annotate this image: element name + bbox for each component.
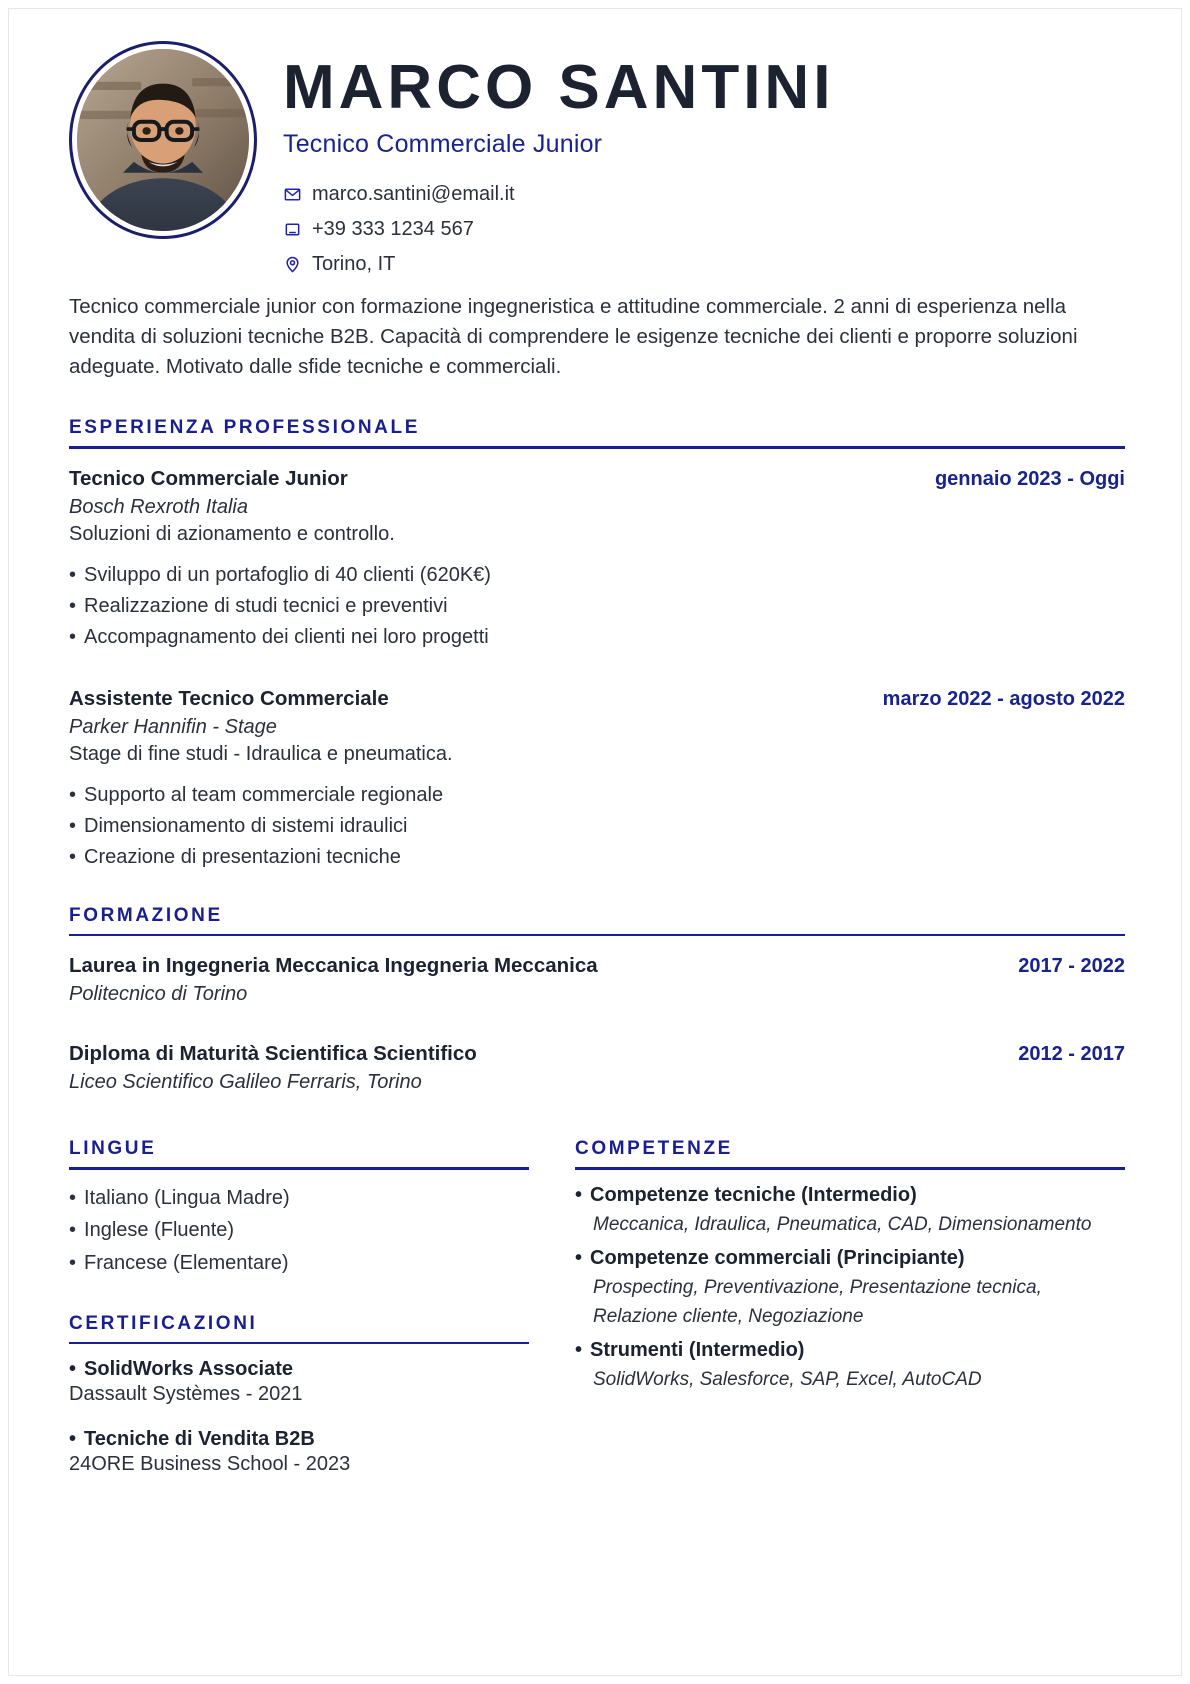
location-pin-icon xyxy=(283,255,302,274)
contact-location-value: Torino, IT xyxy=(312,253,396,276)
bullet-icon: • xyxy=(69,1186,77,1209)
section-divider xyxy=(69,446,1125,449)
bullet-text: Realizzazione di studi tecnici e preventivi xyxy=(84,594,448,617)
section-divider xyxy=(575,1167,1125,1170)
contact-phone-value: +39 333 1234 567 xyxy=(312,218,474,241)
section-title-certifications: CERTIFICAZIONI xyxy=(69,1312,258,1334)
contact-location[interactable] xyxy=(283,253,1125,275)
bullet-icon: • xyxy=(69,783,77,806)
experience-entry-head xyxy=(69,687,1125,711)
bullet-icon: • xyxy=(69,594,77,617)
section-title-education: FORMAZIONE xyxy=(69,904,223,926)
professional-summary: Tecnico commerciale junior con formazione ingegneristica e attitudine commerciale. 2 anni di esperienza nella vendita di soluzioni tecniche B2B. Capacità di comprendere le esigenze tecniche dei clienti e proporre soluzioni adeguate. Motivato dalle sfide tecniche e commerciali. xyxy=(69,295,1078,378)
job-title: Tecnico Commerciale Junior xyxy=(283,130,603,159)
contact-email[interactable] xyxy=(283,183,1125,205)
certification-name-row xyxy=(69,1358,529,1381)
contact-email-value: marco.santini@email.it xyxy=(312,183,515,206)
bullet-text: Dimensionamento di sistemi idraulici xyxy=(84,814,408,837)
skill-detail: Meccanica, Idraulica, Pneumatica, CAD, Dimensionamento xyxy=(593,1213,1092,1235)
skill-name: Competenze commerciali (Principiante) xyxy=(590,1247,965,1270)
education-entry xyxy=(69,954,1125,1006)
bullet-icon: • xyxy=(69,1219,77,1242)
skill-item xyxy=(575,1245,1125,1331)
language-name: Francese (Elementare) xyxy=(84,1251,289,1274)
experience-company: Parker Hannifin - Stage xyxy=(69,715,277,738)
section-title-languages: LINGUE xyxy=(69,1138,157,1160)
bullet-text: Accompagnamento dei clienti nei loro progetti xyxy=(84,625,489,648)
bullet-icon: • xyxy=(575,1339,583,1362)
language-name: Italiano (Lingua Madre) xyxy=(84,1186,290,1209)
list-item xyxy=(69,622,1125,653)
experience-bullets xyxy=(69,780,1125,873)
experience-entry xyxy=(69,687,1125,873)
skill-detail: Prospecting, Preventivazione, Presentazione tecnica, Relazione cliente, Negoziazione xyxy=(593,1277,1042,1327)
bullet-icon: • xyxy=(69,1358,77,1381)
certification-issuer: 24ORE Business School - 2023 xyxy=(69,1453,351,1476)
bullet-icon: • xyxy=(69,814,77,837)
list-item xyxy=(69,811,1125,842)
section-certifications xyxy=(69,1313,529,1477)
experience-role: Tecnico Commerciale Junior xyxy=(69,466,348,490)
section-title-skills: COMPETENZE xyxy=(575,1138,733,1160)
header-text-block xyxy=(283,41,1125,288)
list-item xyxy=(69,591,1125,622)
bullet-icon: • xyxy=(575,1183,583,1206)
skill-name: Strumenti (Intermedio) xyxy=(590,1339,805,1362)
page-title: MARCO SANTINI xyxy=(283,53,835,122)
bullet-icon: • xyxy=(69,845,77,868)
bullet-icon: • xyxy=(69,1428,77,1451)
skill-name: Competenze tecniche (Intermedio) xyxy=(590,1183,917,1206)
experience-entry xyxy=(69,467,1125,653)
section-languages xyxy=(69,1138,529,1279)
education-entry-head xyxy=(69,1042,1125,1066)
education-degree: Laurea in Ingegneria Meccanica Ingegneria Meccanica xyxy=(69,954,598,978)
experience-description: Stage di fine studi - Idraulica e pneumatica. xyxy=(69,742,453,765)
language-name: Inglese (Fluente) xyxy=(84,1219,235,1242)
education-date: 2017 - 2022 xyxy=(1018,955,1125,978)
skill-name-row xyxy=(575,1245,1125,1272)
bullet-icon: • xyxy=(69,1251,77,1274)
left-column xyxy=(69,1138,529,1476)
bullet-icon: • xyxy=(69,625,77,648)
contact-phone[interactable] xyxy=(283,218,1125,240)
avatar-photo xyxy=(77,49,249,231)
section-divider xyxy=(69,934,1125,937)
bullet-icon: • xyxy=(69,563,77,586)
contact-list xyxy=(283,183,1125,275)
section-experience xyxy=(69,417,1125,873)
skill-detail: SolidWorks, Salesforce, SAP, Excel, AutoCAD xyxy=(593,1369,982,1391)
phone-icon xyxy=(283,220,302,239)
experience-description: Soluzioni di azionamento e controllo. xyxy=(69,522,395,545)
bottom-columns xyxy=(69,1138,1125,1476)
resume-header xyxy=(69,33,1125,288)
skill-name-row xyxy=(575,1182,1125,1209)
certification-item xyxy=(69,1358,529,1406)
list-item xyxy=(69,780,1125,811)
education-degree: Diploma di Maturità Scientifica Scientifico xyxy=(69,1042,477,1066)
education-entry xyxy=(69,1042,1125,1094)
certification-name-row xyxy=(69,1428,529,1451)
experience-date: marzo 2022 - agosto 2022 xyxy=(882,687,1125,710)
experience-company: Bosch Rexroth Italia xyxy=(69,495,248,518)
section-skills xyxy=(575,1138,1125,1395)
resume-sheet xyxy=(8,8,1182,1676)
education-school: Politecnico di Torino xyxy=(69,983,248,1006)
skill-item xyxy=(575,1182,1125,1240)
section-title-experience: ESPERIENZA PROFESSIONALE xyxy=(69,417,420,439)
education-date: 2012 - 2017 xyxy=(1018,1043,1125,1066)
list-item xyxy=(69,842,1125,873)
bullet-icon: • xyxy=(575,1247,583,1270)
right-column xyxy=(575,1138,1125,1476)
experience-role: Assistente Tecnico Commerciale xyxy=(69,686,389,710)
skill-item xyxy=(575,1337,1125,1395)
list-item xyxy=(69,1214,529,1246)
experience-entry-head xyxy=(69,467,1125,491)
experience-date: gennaio 2023 - Oggi xyxy=(934,467,1125,490)
bullet-text: Supporto al team commerciale regionale xyxy=(84,783,444,806)
experience-bullets xyxy=(69,560,1125,653)
section-education xyxy=(69,905,1125,1095)
education-school: Liceo Scientifico Galileo Ferraris, Torino xyxy=(69,1071,422,1094)
list-item xyxy=(69,1247,529,1279)
bullet-text: Sviluppo di un portafoglio di 40 clienti (620K€) xyxy=(84,563,491,586)
list-item xyxy=(69,560,1125,591)
list-item xyxy=(69,1182,529,1214)
certification-name: SolidWorks Associate xyxy=(84,1358,293,1381)
envelope-icon xyxy=(283,185,302,204)
section-divider xyxy=(69,1342,529,1345)
certification-issuer: Dassault Systèmes - 2021 xyxy=(69,1383,303,1406)
bullet-text: Creazione di presentazioni tecniche xyxy=(84,845,401,868)
skill-name-row xyxy=(575,1337,1125,1364)
certification-name: Tecniche di Vendita B2B xyxy=(84,1428,315,1451)
section-divider xyxy=(69,1167,529,1170)
avatar xyxy=(69,41,257,239)
certification-item xyxy=(69,1428,529,1476)
education-entry-head xyxy=(69,954,1125,978)
